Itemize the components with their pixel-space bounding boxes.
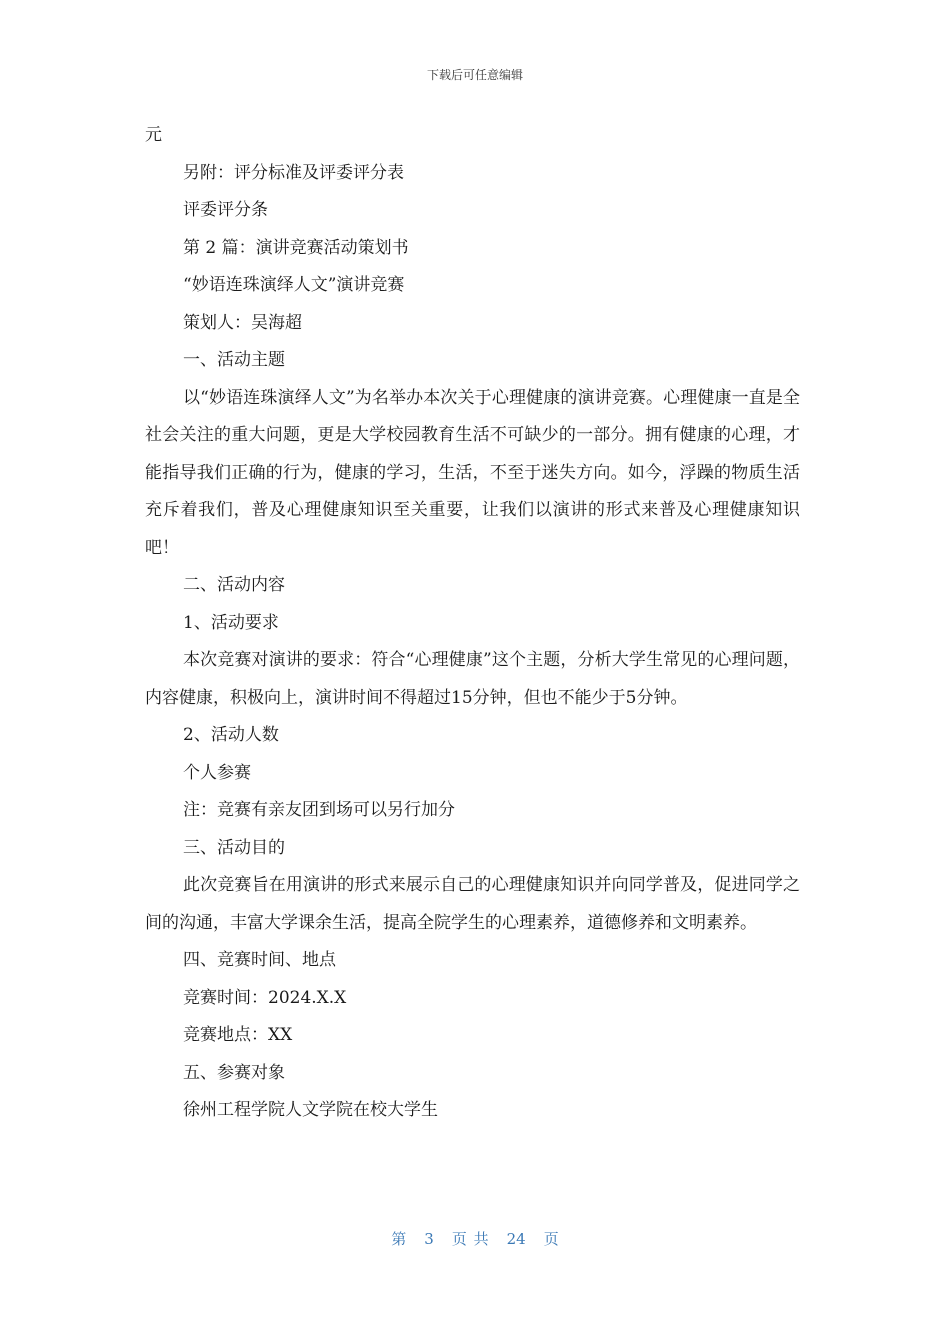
section-heading: 四、竞赛时间、地点 <box>183 950 336 970</box>
footer-suffix: 页 <box>543 1230 559 1248</box>
subsection-heading: 2、活动人数 <box>183 725 279 745</box>
page-header: 下载后可任意编辑 <box>426 68 523 82</box>
section-heading: 三、活动目的 <box>183 837 285 858</box>
page-footer <box>0 1228 950 1249</box>
section-heading: 一、活动主题 <box>183 350 285 370</box>
document-body <box>145 117 800 1130</box>
paragraph: 以“妙语连珠演绎人文”为名举办本次关于心理健康的演讲竞赛。心理健康一直是全社会关注的重大问题，更是大学校园教育生活不可缺少的一部分。拥有健康的心理，才能指导我们正确的行为，健康的学习，生活，不至于迷失方向。如今，浮躁的物质生活充斥着我们，普及心理健康知识至关重要，让我们以演讲的形式来普及心理健康知识吧！ <box>145 387 800 558</box>
text-line: 竞赛地点：XX <box>183 1025 293 1045</box>
section-title: 第 2 篇：演讲竞赛活动策划书 <box>183 237 409 258</box>
footer-prefix: 第 <box>391 1230 407 1248</box>
paragraph: 本次竞赛对演讲的要求：符合“心理健康”这个主题，分析大学生常见的心理问题，内容健康，积极向上，演讲时间不得超过15分钟，但也不能少于5分钟。 <box>145 650 800 708</box>
subsection-heading: 1、活动要求 <box>183 612 279 633</box>
text-line: 徐州工程学院人文学院在校大学生 <box>183 1100 438 1120</box>
text-line: 评委评分条 <box>183 200 268 220</box>
section-heading: 二、活动内容 <box>183 575 285 595</box>
page-number: 3 <box>424 1230 434 1248</box>
footer-middle: 页 共 <box>451 1230 489 1248</box>
text-line: 另附：评分标准及评委评分表 <box>183 162 404 183</box>
text-line: 策划人：吴海超 <box>183 312 302 333</box>
total-pages: 24 <box>506 1230 526 1248</box>
section-heading: 五、参赛对象 <box>183 1062 285 1083</box>
text-line: “妙语连珠演绎人文”演讲竞赛 <box>183 275 405 295</box>
text-line: 注：竞赛有亲友团到场可以另行加分 <box>183 800 455 820</box>
text-line: 元 <box>145 125 162 145</box>
text-line: 个人参赛 <box>183 762 251 783</box>
paragraph: 此次竞赛旨在用演讲的形式来展示自己的心理健康知识并向同学普及，促进同学之间的沟通，丰富大学课余生活，提高全院学生的心理素养，道德修养和文明素养。 <box>145 875 800 933</box>
text-line: 竞赛时间：2024.X.X <box>183 987 347 1008</box>
